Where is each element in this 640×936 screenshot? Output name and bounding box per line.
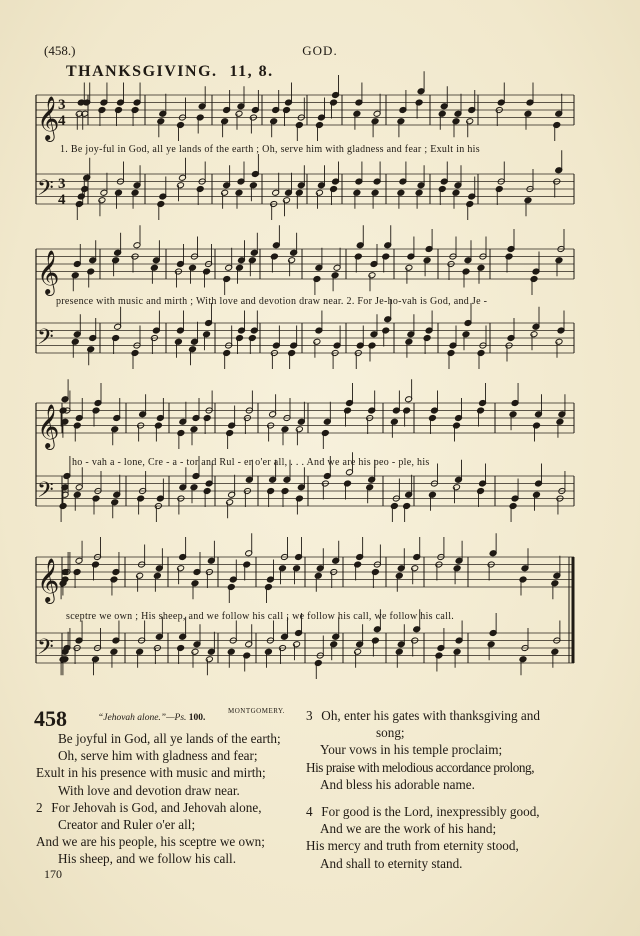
note-head — [177, 645, 185, 652]
note-head — [270, 253, 278, 260]
note-head — [428, 491, 436, 498]
note-head — [509, 411, 517, 418]
note-head — [453, 422, 461, 429]
note-head — [177, 430, 185, 437]
note-head — [157, 118, 165, 125]
note-head — [295, 495, 303, 502]
note-head — [295, 426, 303, 433]
note-head — [313, 276, 321, 283]
note-head — [505, 253, 513, 260]
section-title: GOD. — [302, 43, 338, 58]
note-head — [371, 637, 379, 644]
note-head — [270, 118, 278, 125]
bass-clef-icon: 𝄢 — [37, 634, 54, 665]
note-head — [447, 350, 455, 357]
note-head — [395, 648, 403, 655]
note-head — [223, 276, 231, 283]
verse-line: Oh, serve him with gladness and fear; — [58, 748, 258, 764]
note-head — [236, 335, 244, 342]
note-head — [405, 264, 413, 271]
note-head — [344, 480, 352, 487]
verse-line: His praise with melodious accordance prolong, — [306, 759, 535, 775]
note-head — [226, 499, 234, 506]
tune-meter: 11, 8. — [229, 63, 274, 80]
note-head — [190, 426, 198, 433]
note-head — [189, 264, 197, 271]
verse-line: His mercy and truth from eternity stood, — [306, 838, 519, 854]
note-head — [530, 331, 538, 338]
note-head — [203, 268, 211, 275]
note-head — [73, 491, 81, 498]
note-head — [354, 253, 362, 260]
note-head — [477, 264, 485, 271]
note-head — [196, 114, 204, 121]
note-head — [428, 415, 436, 422]
verse-line: 4 For good is the Lord, inexpressibly good, — [306, 804, 540, 820]
note-head — [75, 201, 83, 208]
note-head — [227, 584, 235, 591]
note-head — [411, 565, 419, 572]
note-head — [452, 118, 460, 125]
note-head — [524, 197, 532, 204]
treble-clef-icon: 𝄞 — [37, 558, 60, 602]
note-head — [423, 335, 431, 342]
note-head — [397, 118, 405, 125]
note-head — [405, 338, 413, 345]
note-head — [221, 118, 229, 125]
tune-attribution: MONTGOMERY. — [228, 707, 285, 715]
verse-3 — [306, 707, 540, 872]
note-head — [477, 350, 485, 357]
note-head — [98, 107, 106, 114]
note-head — [415, 189, 423, 196]
note-head — [189, 346, 197, 353]
note-head — [92, 407, 100, 414]
note-head — [264, 584, 272, 591]
note-head — [92, 656, 100, 663]
verse-line: 2 For Jehovah is God, and Jehovah alone, — [36, 799, 262, 815]
note-head — [519, 576, 527, 583]
note-head — [353, 189, 361, 196]
lyric-line-2: presence with music and mirth ; With love and devotion draw near. 2. For Je-ho-vah is God, and Je - — [56, 296, 488, 307]
note-head — [551, 580, 559, 587]
time-signature-bottom: 4 — [58, 192, 66, 208]
note-head — [81, 186, 89, 193]
note-head — [530, 276, 538, 283]
note-head — [555, 257, 563, 264]
verse-line: Creator and Ruler o'er all; — [58, 817, 196, 833]
note-head — [452, 189, 460, 196]
note-head — [366, 484, 374, 491]
verse-line: Be joyful in God, all ye lands of the earth; — [58, 731, 281, 746]
note-head — [191, 648, 199, 655]
note-head — [110, 648, 118, 655]
note-head — [248, 335, 256, 342]
note-head — [314, 660, 322, 667]
note-head — [466, 201, 474, 208]
note-head — [354, 561, 362, 568]
note-head — [131, 107, 139, 114]
note-head — [293, 641, 301, 648]
note-head — [154, 422, 162, 429]
note-head — [453, 565, 461, 572]
note-head — [112, 335, 120, 342]
note-head — [344, 407, 352, 414]
note-head — [71, 338, 79, 345]
note-head — [477, 407, 485, 414]
note-head — [553, 122, 561, 129]
verse-1 — [36, 730, 281, 868]
time-signature-top: 3 — [58, 176, 66, 192]
note-head — [177, 182, 185, 189]
note-head — [551, 648, 559, 655]
note-head — [115, 189, 123, 196]
treble-clef-icon: 𝄞 — [37, 250, 60, 294]
page-number: 170 — [44, 867, 62, 881]
bass-clef-icon: 𝄢 — [37, 324, 54, 355]
note-head — [382, 253, 390, 260]
note-head — [112, 257, 120, 264]
note-head — [243, 652, 251, 659]
note-head — [533, 422, 541, 429]
note-head — [110, 576, 118, 583]
note-head — [153, 572, 161, 579]
note-head — [438, 186, 446, 193]
treble-clef-icon: 𝄞 — [37, 404, 60, 448]
note-head — [354, 648, 362, 655]
note-head — [509, 503, 517, 510]
note-head — [264, 648, 272, 655]
note-head — [59, 580, 67, 587]
note-head — [248, 257, 256, 264]
verse-line: And we are the work of his hand; — [320, 821, 497, 837]
note-head — [462, 268, 470, 275]
verse-line: His sheep, and we follow his call. — [58, 851, 236, 867]
note-head — [191, 580, 199, 587]
note-head — [136, 648, 144, 655]
note-head — [87, 268, 95, 275]
note-head — [288, 257, 296, 264]
note-head — [71, 272, 79, 279]
note-head — [283, 197, 291, 204]
note-head — [330, 99, 338, 106]
note-head — [390, 503, 398, 510]
note-head — [423, 257, 431, 264]
note-head — [390, 418, 398, 425]
note-head — [395, 572, 403, 579]
note-head — [98, 197, 106, 204]
note-head — [59, 503, 67, 510]
note-head — [249, 182, 257, 189]
note-head — [556, 418, 564, 425]
note-head — [190, 484, 198, 491]
note-head — [174, 338, 182, 345]
note-head — [371, 118, 379, 125]
note-head — [136, 572, 144, 579]
note-head — [295, 189, 303, 196]
note-head — [321, 430, 329, 437]
note-head — [288, 350, 296, 357]
note-head — [477, 488, 485, 495]
note-head — [397, 189, 405, 196]
verse-line: 3 Oh, enter his gates with thanksgiving and — [306, 708, 540, 723]
note-head — [226, 430, 234, 437]
note-head — [131, 189, 139, 196]
tune-name: THANKSGIVING. — [66, 63, 218, 80]
scripture-reference — [98, 713, 205, 723]
note-head — [403, 503, 411, 510]
note-head — [462, 331, 470, 338]
verse-line: And we are his people, his sceptre we own; — [36, 834, 265, 850]
note-head — [555, 338, 563, 345]
verse-line: Your vows in his temple proclaim; — [320, 742, 503, 758]
note-head — [371, 569, 379, 576]
note-head — [236, 264, 244, 271]
note-head — [279, 565, 287, 572]
treble-clef-icon: 𝄞 — [37, 96, 60, 140]
note-head — [295, 122, 303, 129]
note-head — [177, 565, 185, 572]
note-head — [487, 641, 495, 648]
reference-quote: “Jehovah alone.”—Ps. — [98, 713, 187, 723]
hymn-number-header: (458.) — [44, 43, 76, 58]
note-head — [92, 561, 100, 568]
hymn-number: 458 — [34, 706, 67, 731]
note-head — [243, 561, 251, 568]
note-head — [453, 484, 461, 491]
note-head — [137, 495, 145, 502]
note-head — [223, 350, 231, 357]
time-signature-top: 3 — [58, 97, 66, 113]
note-head — [111, 499, 119, 506]
lyric-line-1: 1. Be joy-ful in God, all ye lands of the earth ; Oh, serve him with gladness and fear ; Exult in his — [60, 144, 480, 155]
note-head — [221, 189, 229, 196]
bass-clef-icon: 𝄢 — [37, 477, 54, 508]
note-head — [73, 569, 81, 576]
note-head — [92, 495, 100, 502]
note-head — [313, 338, 321, 345]
note-head — [495, 186, 503, 193]
lyric-line-3: ho - vah a - lone, Cre - a - tor and Rul - er o'er all, . . . And we are his peo - ple, his — [72, 457, 430, 468]
note-head — [466, 118, 474, 125]
note-head — [438, 110, 446, 117]
note-head — [203, 331, 211, 338]
verse-line: With love and devotion draw near. — [58, 782, 240, 798]
note-head — [150, 264, 158, 271]
note-head — [73, 422, 81, 429]
note-head — [205, 656, 213, 663]
note-head — [368, 342, 376, 349]
verse-line: song; — [376, 725, 405, 741]
note-head — [415, 99, 423, 106]
note-head — [283, 107, 291, 114]
note-head — [314, 572, 322, 579]
time-signature-bottom: 4 — [58, 113, 66, 129]
note-head — [315, 189, 323, 196]
note-head — [157, 201, 165, 208]
note-head — [115, 107, 123, 114]
verse-line: Exult in his presence with music and mirth; — [36, 765, 266, 781]
note-head — [177, 122, 185, 129]
reference-psalm: 100. — [188, 713, 206, 723]
note-head — [203, 488, 211, 495]
note-head — [111, 426, 119, 433]
bass-clef-icon: 𝄢 — [37, 175, 54, 206]
note-head — [519, 656, 527, 663]
note-head — [524, 110, 532, 117]
note-head — [227, 648, 235, 655]
verse-line: And shall to eternity stand. — [320, 855, 463, 871]
note-head — [330, 186, 338, 193]
note-head — [267, 488, 275, 495]
note-head — [131, 350, 139, 357]
note-head — [315, 122, 323, 129]
note-head — [371, 189, 379, 196]
note-head — [453, 648, 461, 655]
note-head — [196, 186, 204, 193]
note-head — [353, 110, 361, 117]
note-head — [330, 641, 338, 648]
note-head — [331, 272, 339, 279]
lyric-line-4: sceptre we own ; His sheep, and we follow his call ; we follow his call, we follow his call. — [66, 611, 455, 622]
note-head — [435, 652, 443, 659]
note-head — [368, 272, 376, 279]
verse-line: And bless his adorable name. — [320, 776, 475, 792]
note-head — [382, 327, 390, 334]
note-head — [235, 110, 243, 117]
note-head — [281, 488, 289, 495]
note-head — [281, 426, 289, 433]
note-head — [403, 407, 411, 414]
note-head — [533, 491, 541, 498]
note-head — [235, 189, 243, 196]
note-head — [203, 415, 211, 422]
note-head — [293, 565, 301, 572]
note-head — [87, 346, 95, 353]
